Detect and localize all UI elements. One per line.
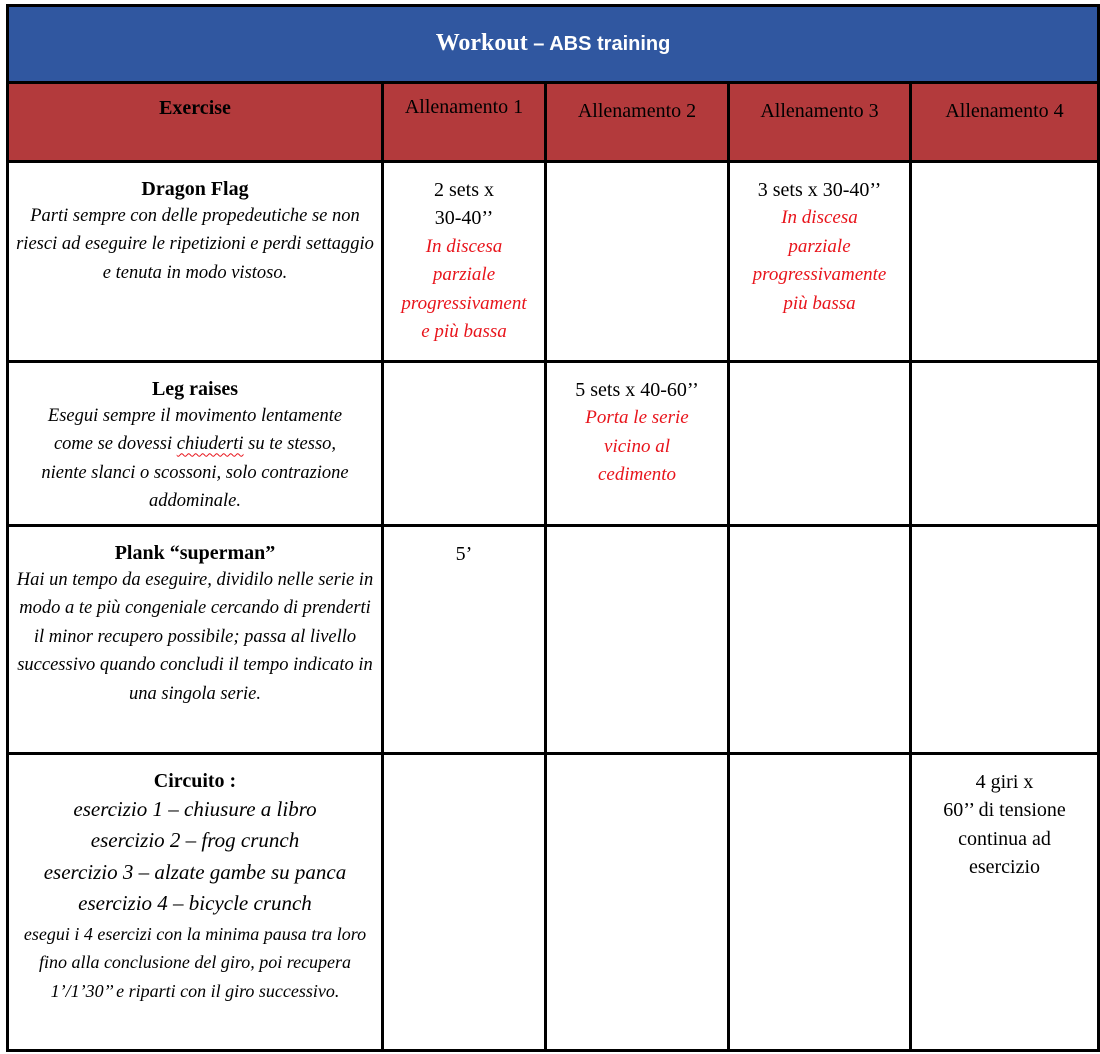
header-label: Exercise — [159, 96, 231, 119]
exercise-description: esegui i 4 esercizi con la minima pausa tra loro fino alla conclusione del giro, poi recupera 1’/1’30’’ e riparti con il giro successivo. — [23, 923, 367, 1001]
exercise-name: Circuito : — [153, 769, 237, 792]
session-cell-empty — [546, 525, 729, 753]
exercise-name: Leg raises — [151, 377, 239, 400]
exercise-cell — [8, 361, 383, 525]
header-label: Allenamento 1 — [404, 95, 524, 118]
session-cell-empty — [546, 161, 729, 361]
circuit-exercise: esercizio 4 – bicycle crunch — [78, 891, 312, 916]
session-cell-empty — [911, 361, 1099, 525]
header-allenamento-2 — [546, 82, 729, 161]
exercise-cell — [8, 525, 383, 753]
header-label: Allenamento 2 — [577, 99, 697, 122]
session-cell-empty — [383, 361, 546, 525]
exercise-description: Esegui sempre il movimento lentamente come se dovessi chiuderti su te stesso, niente slanci o scossoni, solo contrazione addominale. — [41, 405, 349, 512]
header-exercise — [8, 82, 383, 161]
exercise-description: Hai un tempo da eseguire, dividilo nelle serie in modo a te più congeniale cercando di prenderti il minor recupero possibile; passa al livello successivo quando concludi il tempo indicato in una singola serie. — [16, 569, 374, 704]
circuit-exercise: esercizio 3 – alzate gambe su panca — [43, 859, 347, 884]
table-title — [8, 6, 1099, 83]
workout-table — [6, 4, 1100, 1052]
session-note: Porta le serie vicino al cedimento — [585, 407, 689, 486]
exercise-cell — [8, 753, 383, 1050]
session-cell-empty — [911, 525, 1099, 753]
session-cell-empty — [383, 753, 546, 1050]
session-cell-empty — [729, 361, 911, 525]
session-note: In discesa parziale progressivamente più bassa — [752, 207, 887, 314]
exercise-cell — [8, 161, 383, 361]
session-cell-empty — [546, 753, 729, 1050]
session-value: 3 sets x 30-40’’ — [757, 178, 882, 201]
exercise-name: Plank “superman” — [114, 541, 276, 564]
session-cell — [383, 161, 546, 361]
session-cell-empty — [911, 161, 1099, 361]
header-label: Allenamento 4 — [945, 99, 1064, 122]
session-cell-empty — [729, 753, 911, 1050]
title-sub: – ABS training — [527, 33, 671, 56]
session-cell — [546, 361, 729, 525]
title-main: Workout — [435, 30, 528, 57]
session-value: 5 sets x 40-60’’ — [575, 378, 699, 401]
table-row — [8, 161, 1099, 361]
exercise-description: Parti sempre con delle propedeutiche se non riesci ad eseguire le ripetizioni e perdi settaggio e tenuta in modo vistoso. — [16, 205, 374, 283]
title-row — [8, 6, 1099, 83]
session-cell-empty — [729, 525, 911, 753]
session-value: 4 giri x 60’’ di tensione continua ad esercizio — [943, 770, 1066, 879]
circuit-exercise: esercizio 2 – frog crunch — [90, 828, 300, 853]
header-label: Allenamento 3 — [760, 99, 879, 122]
table-row — [8, 753, 1099, 1050]
spellcheck-underlined-word: chiuderti — [176, 434, 244, 455]
exercise-name: Dragon Flag — [141, 177, 249, 200]
session-cell — [729, 161, 911, 361]
circuit-exercise: esercizio 1 – chiusure a libro — [73, 796, 317, 821]
session-value: 5’ — [455, 542, 473, 565]
header-row — [8, 82, 1099, 161]
table-row — [8, 361, 1099, 525]
session-cell — [911, 753, 1099, 1050]
session-cell — [383, 525, 546, 753]
header-allenamento-3 — [729, 82, 911, 161]
header-allenamento-1 — [383, 82, 546, 161]
session-value: 2 sets x 30-40’’ — [434, 178, 494, 230]
table-row — [8, 525, 1099, 753]
session-note: In discesa parziale progressivament e più bassa — [401, 235, 527, 343]
header-allenamento-4 — [911, 82, 1099, 161]
